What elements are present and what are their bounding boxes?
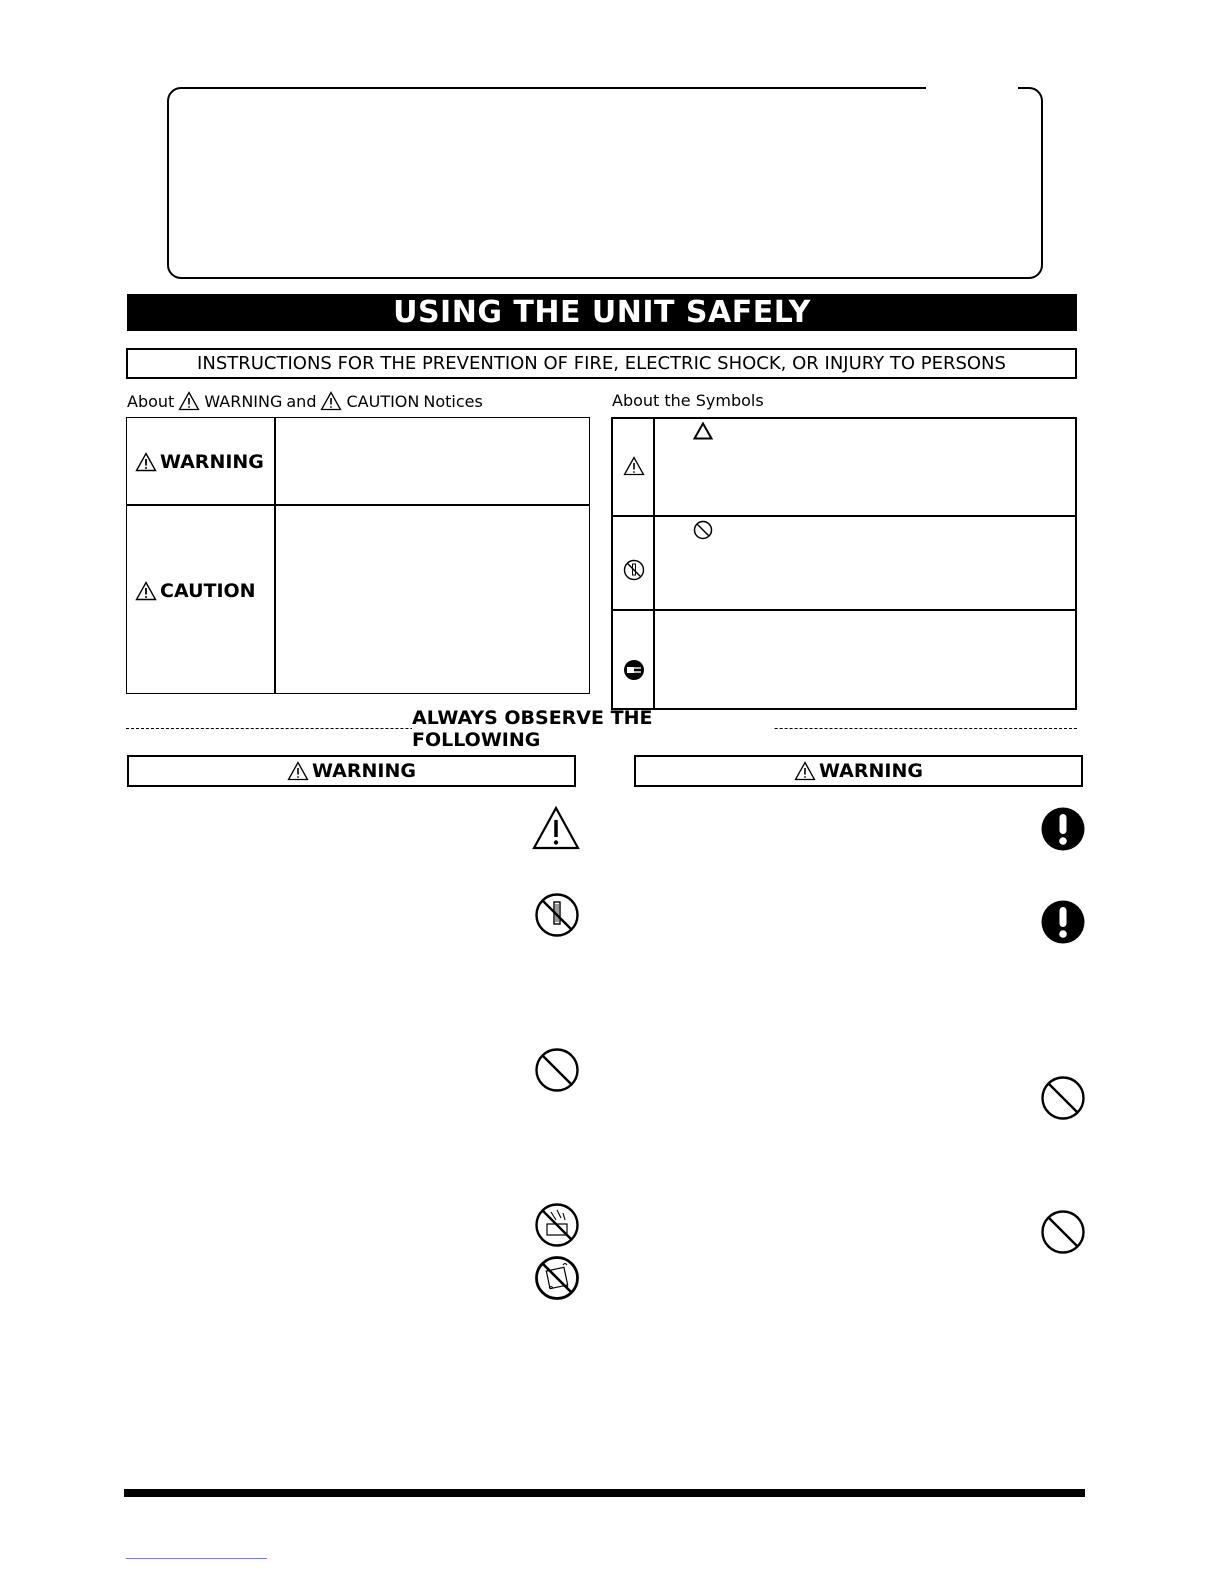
unplug-icon — [623, 659, 645, 681]
exclamation-icon — [1040, 899, 1086, 945]
warning-triangle-icon — [531, 805, 581, 851]
notice-row-caution-label: CAUTION — [160, 580, 256, 602]
instructions-heading: INSTRUCTIONS FOR THE PREVENTION OF FIRE, ELECTRIC SHOCK, OR INJURY TO PERSONS — [126, 348, 1077, 379]
exclamation-icon — [1040, 806, 1086, 852]
warning-triangle-icon — [135, 452, 157, 472]
notices-label-caution: CAUTION — [346, 391, 420, 411]
prohibited-icon — [534, 1047, 580, 1093]
notices-label-warning: WARNING — [204, 391, 283, 411]
footnote-line — [126, 1558, 267, 1559]
prohibited-icon — [1040, 1209, 1086, 1255]
notices-label-notices: Notices — [423, 391, 483, 411]
no-water-icon — [534, 1255, 580, 1301]
prohibited-icon — [693, 520, 713, 540]
warning-triangle-icon — [623, 456, 645, 476]
symbols-label: About the Symbols — [612, 391, 764, 410]
prohibited-icon — [1040, 1075, 1086, 1121]
bottom-rule — [124, 1489, 1085, 1497]
right-warning-heading — [634, 755, 1083, 787]
warning-triangle-icon — [178, 391, 200, 411]
top-box-gap — [926, 84, 1018, 92]
notices-label-about: About — [127, 391, 175, 411]
left-warning-heading — [127, 755, 576, 787]
warning-triangle-icon — [794, 761, 816, 781]
warning-triangle-icon — [287, 761, 309, 781]
notice-row-warning-label: WARNING — [160, 451, 264, 473]
observe-heading: ALWAYS OBSERVE THE FOLLOWING — [412, 716, 774, 742]
warning-triangle-icon — [320, 391, 342, 411]
left-warning-label: WARNING — [312, 760, 416, 782]
notices-label — [127, 391, 483, 411]
symbols-table — [611, 417, 1077, 710]
right-warning-label: WARNING — [819, 760, 923, 782]
top-notice-box — [167, 87, 1043, 279]
do-not-disassemble-icon — [623, 559, 645, 581]
no-water-icon — [534, 1202, 580, 1248]
triangle-outline-icon — [693, 422, 713, 440]
page-title: USING THE UNIT SAFELY — [127, 294, 1077, 331]
notice-row-warning — [135, 451, 264, 473]
do-not-disassemble-icon — [534, 892, 580, 938]
notice-row-caution — [135, 580, 256, 602]
notice-table — [126, 417, 590, 694]
notices-label-and: and — [286, 391, 317, 411]
warning-triangle-icon — [135, 581, 157, 601]
